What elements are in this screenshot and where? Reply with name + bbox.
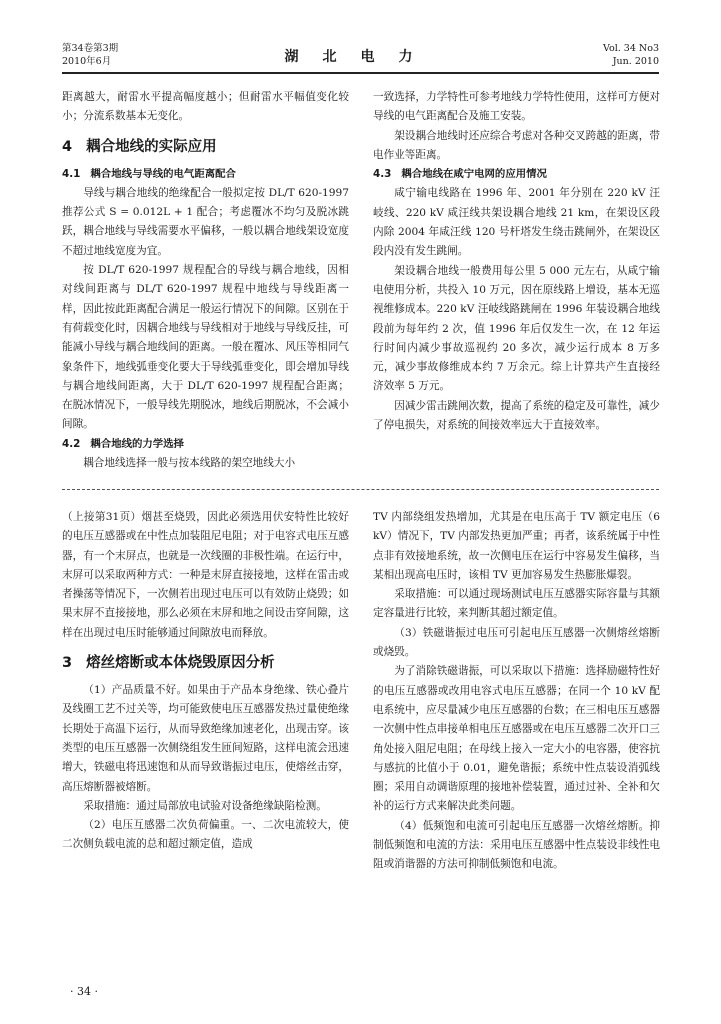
paragraph: 架设耦合地线时还应综合考虑对各种交叉跨越的距离，带电作业等距离。 — [373, 129, 660, 161]
header-right — [603, 42, 659, 68]
top-right-column — [373, 88, 660, 435]
paragraph-text: 烟甚至烧毁，因此必须选用伏安特性比较好的电压互感器或在中性点加装阻尼电阻；对于电容式电压互感器，有一个末屏点，也就是一次线圈的非极性端。在运行中，末屏可以采取两种方式：一种是末屏直接接地，这样在雷击或者操荡等情况下，一次侧若出现过电压可以有效防止烧毁；如果末屏不直接接地，那么必须在末屏和地之间设击穿间隙，这样在出现过电压时能够通过间隙放电而释放。 — [62, 511, 350, 639]
paragraph: （4）低频饱和电流可引起电压互感器一次熔丝熔断。抑制低频饱和电流的方法：采用电压互感器中性点装设非线性电阻或消谐器的方法可抑制低频饱和电流。 — [373, 819, 660, 871]
paragraph: TV 内部绕组发热增加，尤其是在电压高于 TV 额定电压（6 kV）情况下，TV 内部发热更加严重；再者，该系统属于中性点非有效接地系统，故一次侧电压在运行中容易发生偏移，当某相出现高电压时，该相 TV 更加容易发生热膨胀爆裂。 — [373, 511, 660, 581]
subsection-title: 耦合地线与导线的电气距离配合 — [90, 167, 236, 180]
continuation-label: （上接第31页） — [62, 511, 142, 523]
page-number: · 34 · — [70, 985, 98, 998]
paragraph: 架设耦合地线一般费用每公里 5 000 元左右，从咸宁输电使用分析，共投入 10 万元，因在原线路上增设，基本无巡视维修成本。220 kV 汪岐线路跳闸在 1996 年装设耦合地线段前为每年约 2 次，值 1996 年后仅发生一次，在 12 年运行时间内减少事故巡视约 20 多次，减少运行成本 8 万多元，减少事故修维成本约 7 万余元。综上计算共产生直接经济效率 5 万元。 — [373, 264, 660, 393]
section-title: 耦合地线的实际应用 — [86, 138, 217, 155]
paragraph: 导线与耦合地线的绝缘配合一般拟定按 DL/T 620-1997 推荐公式 S = 0.012L + 1 配合；考虑覆冰不均匀及脱冰跳跃，耦合地线与导线需要水平偏移，一般以耦合地线架设宽度不超过地线宽度为宜。 — [62, 186, 349, 257]
subsection-title: 耦合地线的力学选择 — [90, 437, 184, 450]
bottom-right-column — [373, 508, 660, 875]
paragraph: 为了消除铁磁谐振，可以采取以下措施：选择励磁特性好的电压互感器或改用电容式电压互感器；在同一个 10 kV 配电系统中，应尽量减少电压互感器的台数；在三相电压互感器一次侧中性点串接单相电压互感器或在电压互感器二次开口三角处接入阻尼电阻；在母线上接入一定大小的电容器，使容抗与感抗的比值小于 0.01，避免谐振；系统中性点装设消弧线圈；采用自动调谐原理的接地补偿装置，通过过补、全补和欠补的运行方式来解决此类问题。 — [373, 665, 660, 813]
section-number: 4 — [62, 138, 73, 155]
paragraph: 距离越大，耐雷水平提高幅度越小；但耐雷水平幅值变化较小；分流系数基本无变化。 — [62, 91, 349, 123]
journal-name: 湖北电力 — [284, 49, 437, 65]
paragraph: 一致选择，力学特性可参考地线力学特性使用，这样可方便对导线的电气距离配合及施工安装。 — [373, 91, 660, 123]
paragraph: （3）铁磁谐振过电压可引起电压互感器一次侧熔丝熔断或烧毁。 — [373, 626, 660, 659]
subsection-heading — [62, 435, 349, 454]
section-heading — [62, 653, 349, 673]
paragraph: （2）电压互感器二次负荷偏重。一、二次电流较大，使二次侧负载电流的总和超过额定值，造成 — [62, 819, 349, 851]
paragraph: 采取措施：通过局部放电试验对设备绝缘缺陷检测。 — [83, 799, 327, 812]
subsection-title: 耦合地线在咸宁电网的应用情况 — [401, 168, 547, 181]
date-cn: 2010年6月 — [62, 56, 112, 67]
paragraph: 按 DL/T 620-1997 规程配合的导线与耦合地线，因相对线间距离与 DL/T 620-1997 规程中地线与导线距离一样，因此按此距离配合满足一般运行情况下的间隙。区别在于有荷载变化时，因耦合地线与导线相对于地线与导线反挂，可能减小导线与耦合地线间的距离。一般在覆冰、风压等相同气象条件下，地线弧垂变化要大于导线弧垂变化，即会增加导线与耦合地线间距离，大于 DL/T 620-1997 规程配合距离；在脱冰情况下，一般导线先期脱冰，地线后期脱冰，不会减小间隙。 — [62, 264, 349, 431]
paragraph: 采取措施：可以通过现场测试电压互感器实际容量与其额定容量进行比较，来判断其超过额定值。 — [373, 588, 660, 620]
subsection-heading — [373, 165, 660, 184]
top-left-column — [62, 88, 349, 473]
section-number: 3 — [62, 655, 73, 672]
date-en: Jun. 2010 — [612, 56, 659, 67]
paragraph: 咸宁输电线路在 1996 年、2001 年分别在 220 kV 汪岐线、220 kV 咸汪线共架设耦合地线 21 km，在架设区段内除 2004 年咸汪线 120 号杆塔发生绕击跳闸外，在架设区段内没有发生跳闸。 — [373, 187, 660, 258]
bottom-left-column — [62, 508, 349, 855]
paragraph: 因减少雷击跳闸次数，提高了系统的稳定及可靠性，减少了停电损失，对系统的间接效率远大于直接效率。 — [373, 399, 660, 432]
paragraph: （1）产品质量不好。如果由于产品本身绝缘、铁心叠片及线圈工艺不过关等，均可能致使电压互感器发热过量使绝缘长期处于高温下运行，从而导致绝缘加速老化，出现击穿。该类型的电压互感器一次侧绕组发生匝间短路，这样电流会迅速增大，铁磁电将迅速饱和从而导致谐振过电压，使熔丝击穿，高压熔断器被熔断。 — [62, 684, 349, 793]
section-title: 熔丝熔断或本体烧毁原因分析 — [86, 655, 275, 672]
subsection-heading — [62, 165, 349, 184]
subsection-number: 4.3 — [373, 168, 392, 181]
section-heading — [62, 137, 349, 157]
article-divider — [62, 489, 659, 490]
volume-en: Vol. 34 No3 — [603, 43, 659, 54]
volume-cn: 第34卷第3期 — [62, 43, 119, 54]
subsection-number: 4.2 — [62, 437, 81, 450]
paragraph: 耦合地线选择一般与按本线路的架空地线大小 — [83, 457, 296, 470]
page-header — [62, 42, 659, 74]
subsection-number: 4.1 — [62, 167, 81, 180]
paragraph — [62, 508, 349, 643]
